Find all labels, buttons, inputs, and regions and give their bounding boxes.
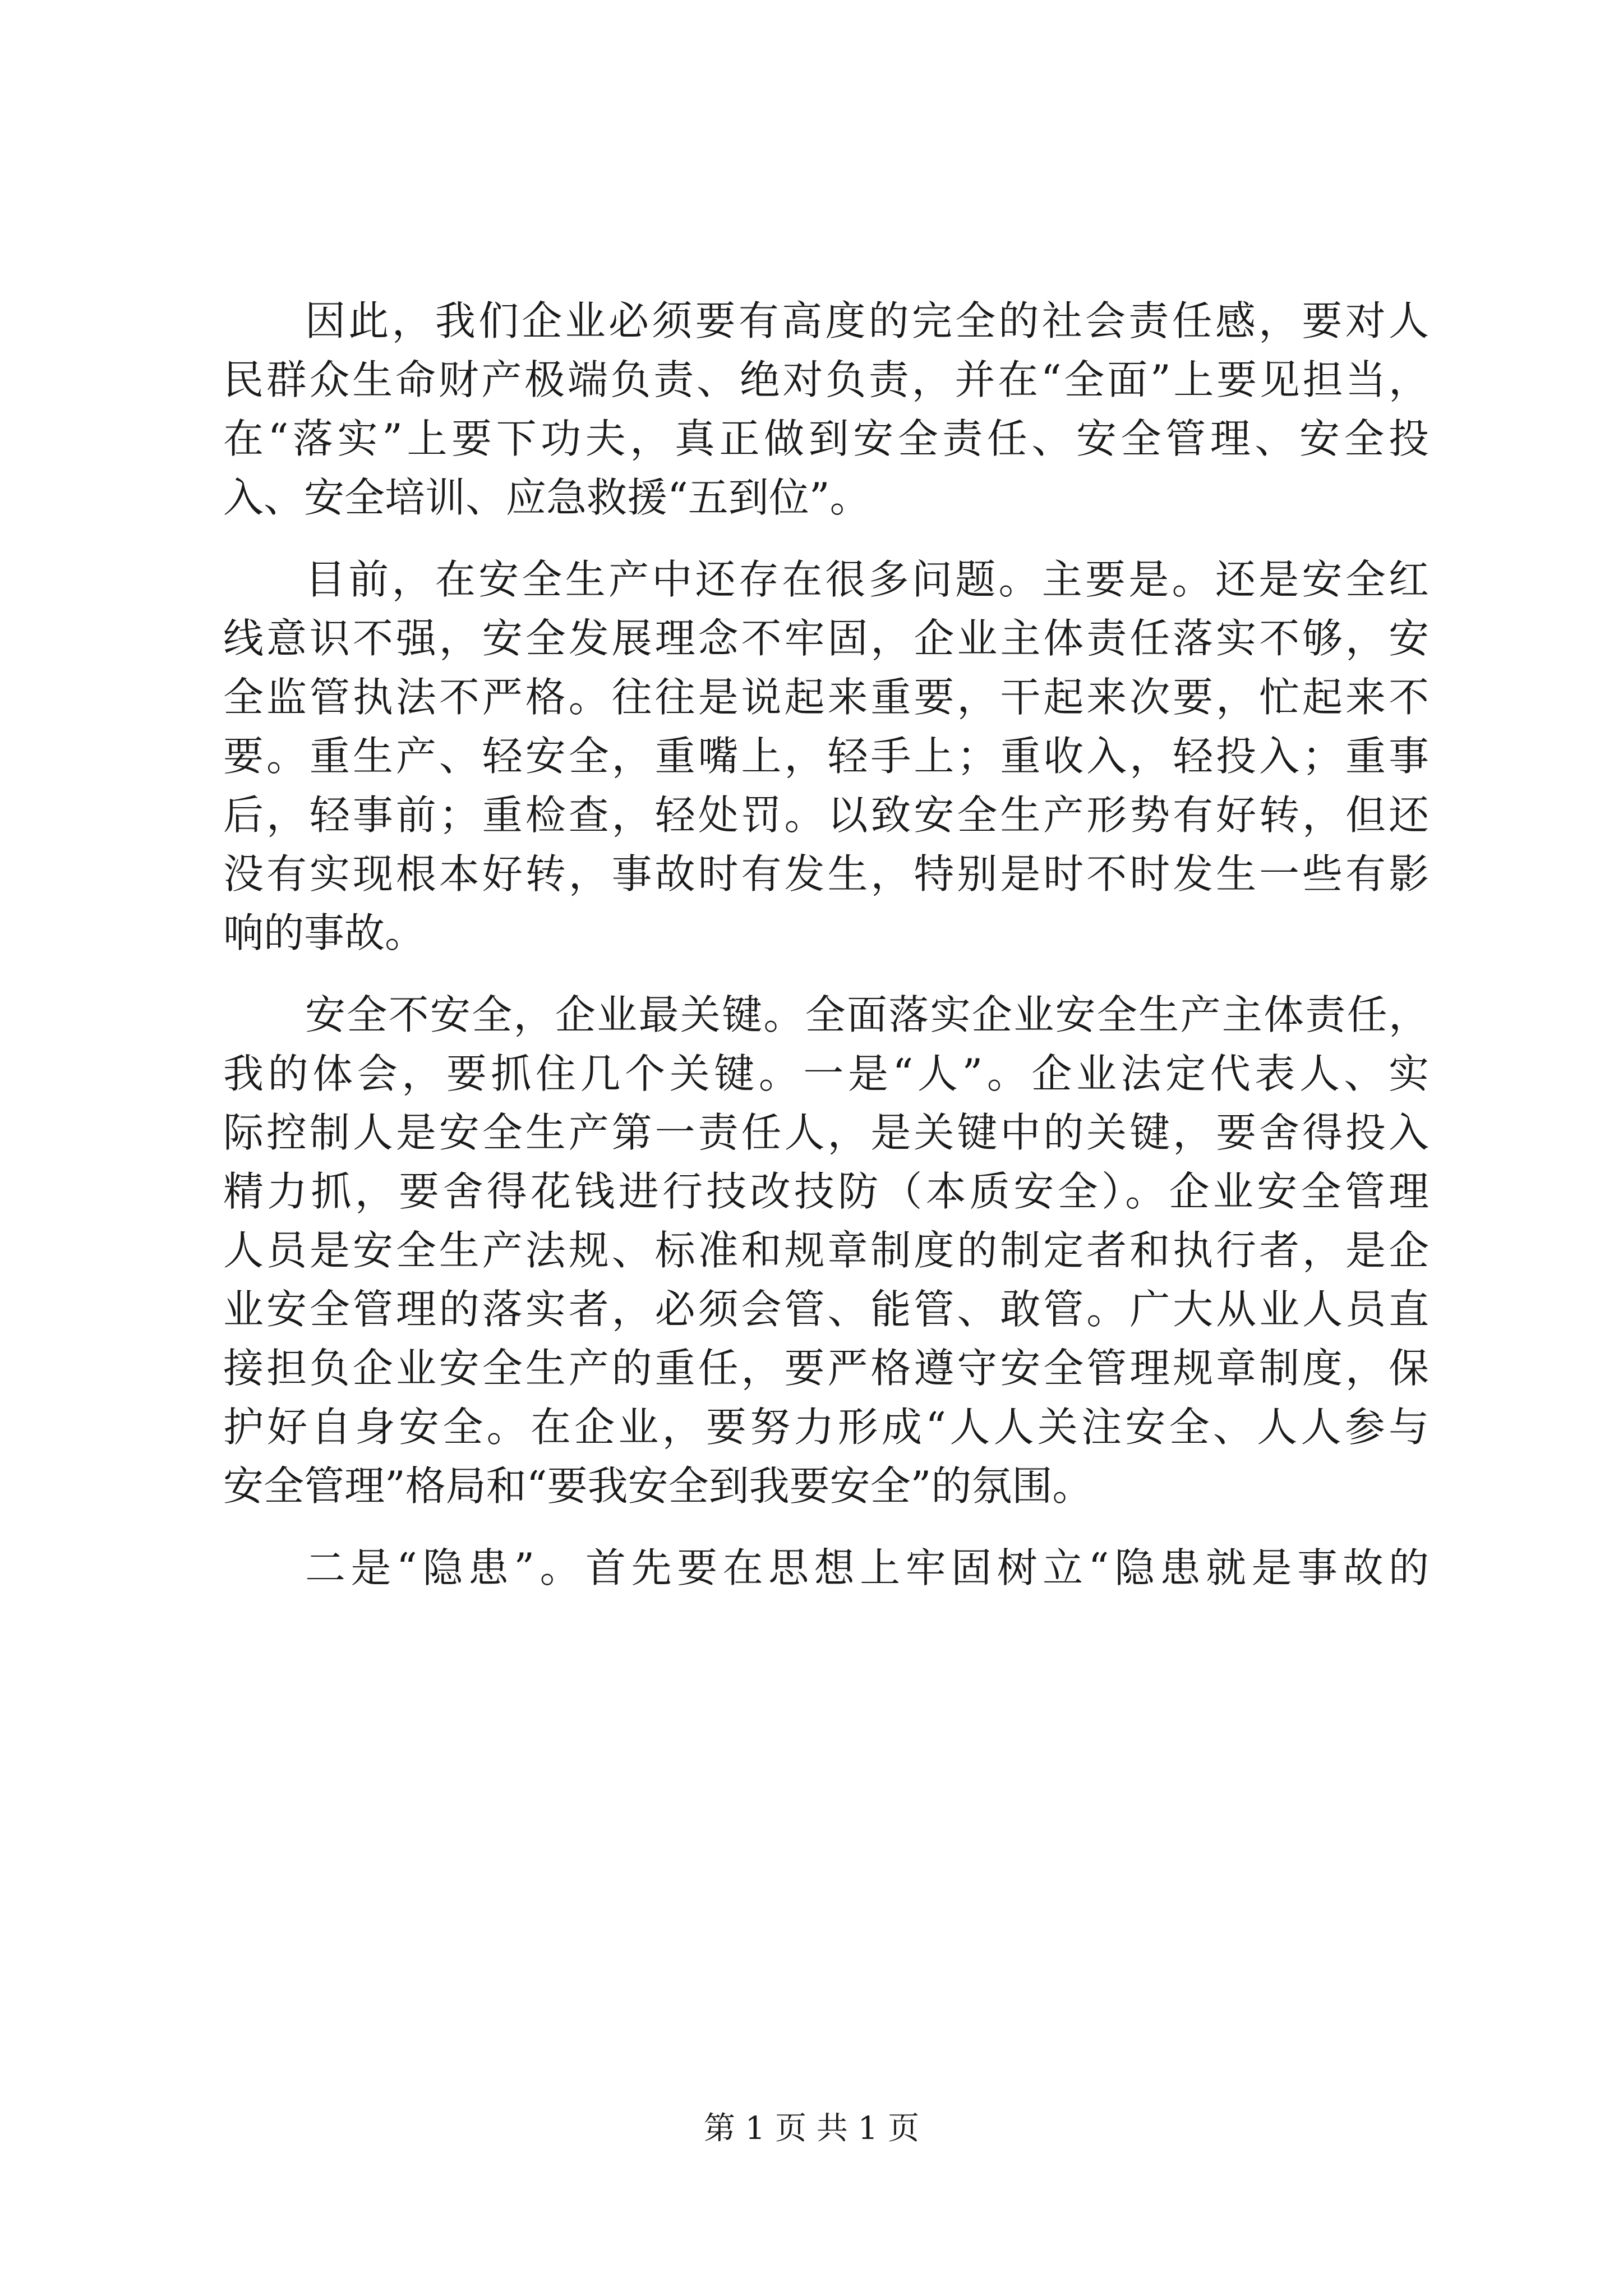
text-line: 线意识不强，安全发展理念不牢固，企业主体责任落实不够，安 — [223, 615, 1429, 662]
text-line: 人员是安全生产法规、标准和规章制度的制定者和执行者，是企 — [223, 1227, 1429, 1274]
text-line: 精力抓，要舍得花钱进行技改技防（本质安全）。企业安全管理 — [223, 1168, 1429, 1215]
paragraph — [223, 550, 1429, 963]
text-line: 要。重生产、轻安全，重嘴上，轻手上；重收入，轻投入；重事 — [223, 733, 1429, 780]
text-line: 全监管执法不严格。往往是说起来重要，干起来次要，忙起来不 — [223, 674, 1429, 721]
text-line: 我的体会，要抓住几个关键。一是“人”。企业法定代表人、实 — [223, 1050, 1429, 1097]
paragraph — [223, 1539, 1429, 1598]
text-line: 业安全管理的落实者，必须会管、能管、敢管。广大从业人员直 — [223, 1286, 1429, 1333]
text-line: 没有实现根本好转，事故时有发生，特别是时不时发生一些有影 — [223, 850, 1429, 898]
text-line: 响的事故。 — [223, 909, 426, 956]
paragraph — [223, 292, 1429, 527]
text-line: 民群众生命财产极端负责、绝对负责，并在“全面”上要见担当， — [223, 356, 1429, 403]
page-number-footer: 第 1 页 共 1 页 — [703, 2110, 920, 2147]
text-line: 际控制人是安全生产第一责任人，是关键中的关键，要舍得投入 — [223, 1109, 1429, 1156]
text-line: 接担负企业安全生产的重任，要严格遵守安全管理规章制度，保 — [223, 1345, 1429, 1392]
paragraph-gap — [223, 963, 1429, 986]
paragraph-gap — [223, 527, 1429, 550]
document-body — [223, 292, 1429, 1598]
text-line: 目前，在安全生产中还存在很多问题。主要是。还是安全红 — [305, 556, 1429, 603]
text-line: 护好自身安全。在企业，要努力形成“人人关注安全、人人参与 — [223, 1404, 1429, 1451]
paragraph-gap — [223, 1516, 1429, 1539]
text-line: 后，轻事前；重检查，轻处罚。以致安全生产形势有好转，但还 — [223, 792, 1429, 839]
text-line: 安全管理”格局和“要我安全到我要安全”的氛围。 — [223, 1462, 1093, 1510]
text-line: 入、安全培训、应急救援“五到位”。 — [223, 474, 870, 521]
text-line: 因此，我们企业必须要有高度的完全的社会责任感，要对人 — [305, 297, 1429, 344]
text-line: 安全不安全，企业最关键。全面落实企业安全生产主体责任， — [305, 991, 1429, 1038]
paragraph — [223, 986, 1429, 1516]
text-line: 二是“隐患”。首先要在思想上牢固树立“隐患就是事故的 — [305, 1544, 1429, 1591]
text-line: 在“落实”上要下功夫，真正做到安全责任、安全管理、安全投 — [223, 415, 1429, 462]
